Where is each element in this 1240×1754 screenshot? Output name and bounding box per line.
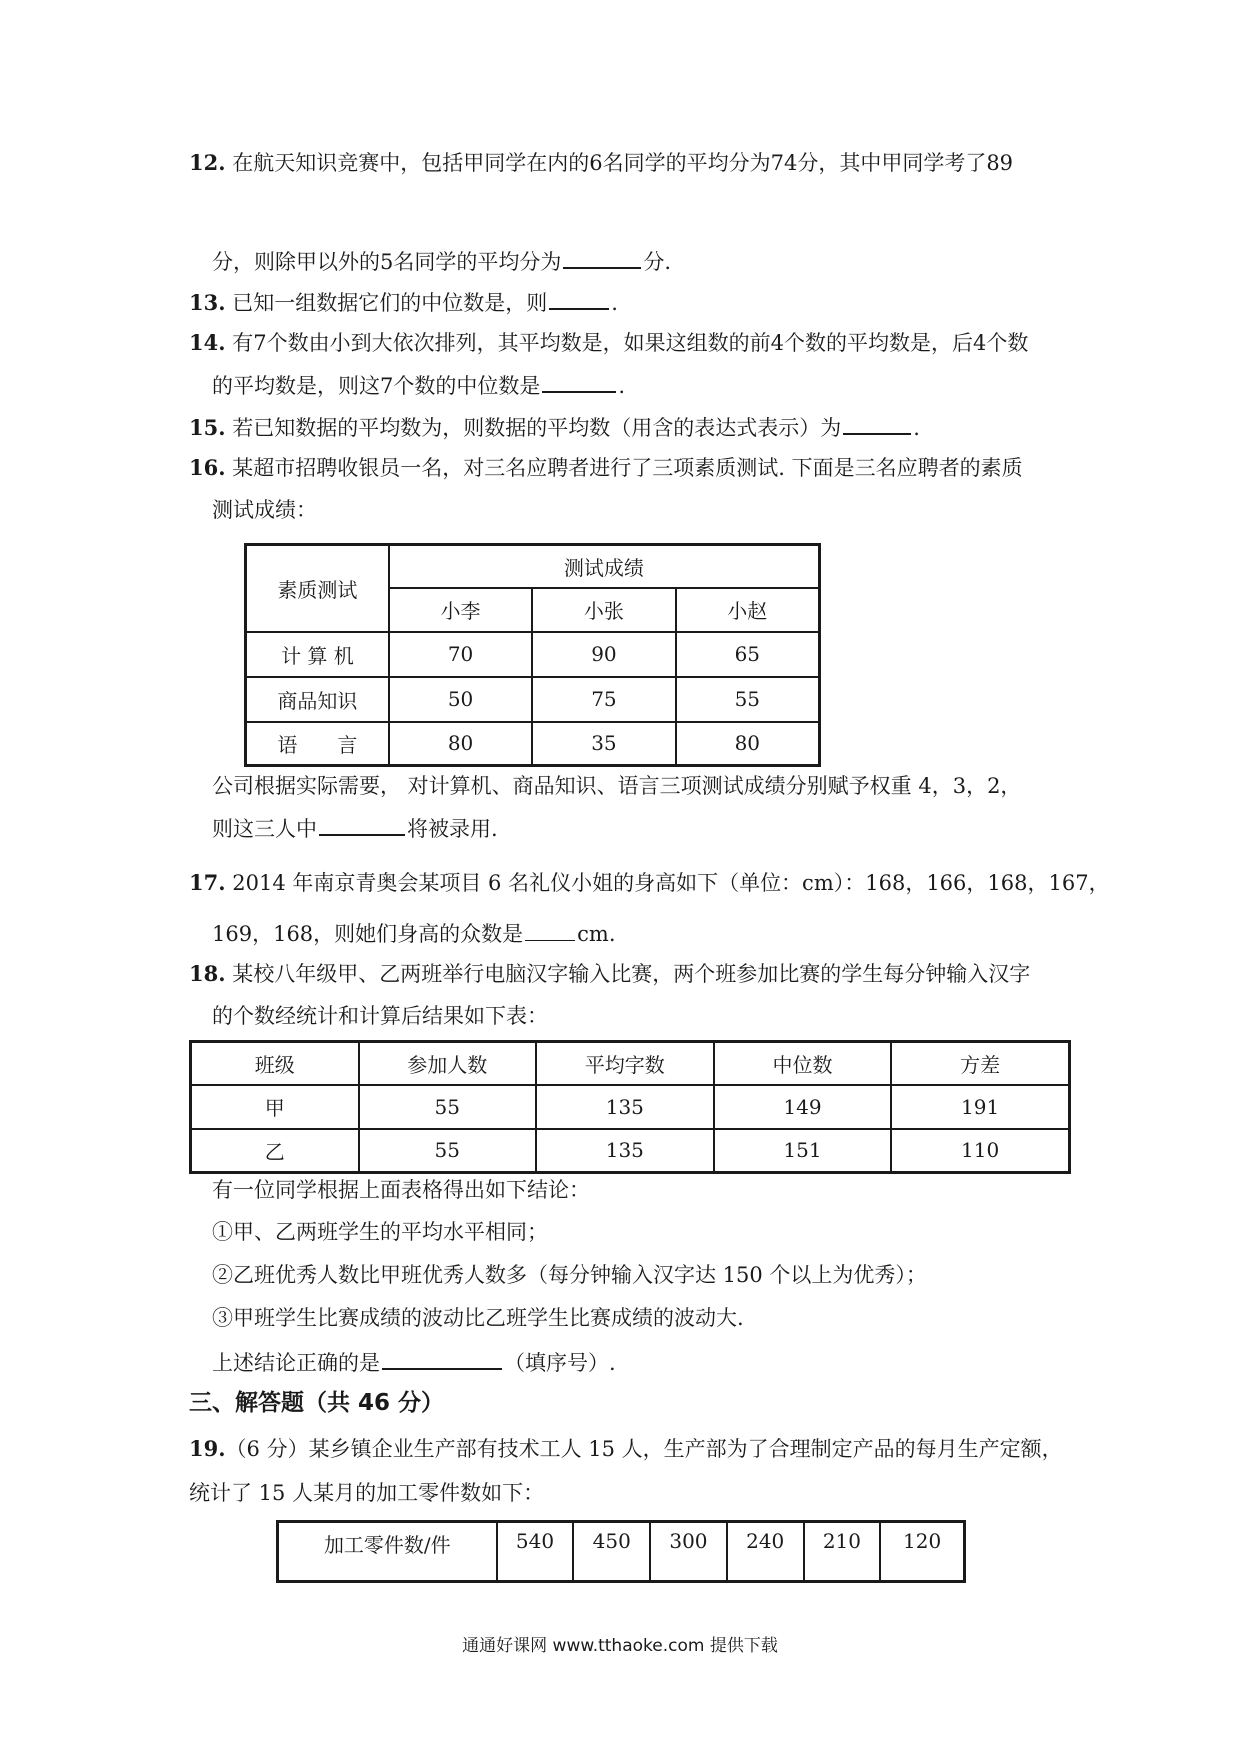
table-cell: 240 — [727, 1522, 804, 1582]
question-text: 已知一组数据它们的中位数是，则 — [232, 291, 548, 315]
group-header: 测试成绩 — [389, 545, 820, 588]
question-number: 16. — [189, 455, 226, 480]
q18-conclusion-1 — [212, 1217, 548, 1247]
q12-line2 — [212, 245, 671, 277]
answer-blank[interactable] — [563, 245, 641, 269]
question-text: 上述结论正确的是 — [212, 1351, 380, 1375]
question-text: 统计了 15 人某月的加工零件数如下： — [189, 1481, 545, 1505]
table-header-row — [191, 1042, 1070, 1085]
q13-line — [189, 286, 618, 318]
q18-conclusion-2 — [212, 1260, 927, 1290]
question-number: 14. — [189, 330, 226, 355]
table-cell: 540 — [497, 1522, 574, 1582]
row-label: 加工零件数/件 — [278, 1522, 497, 1582]
question-text: 将被录用. — [407, 817, 498, 841]
table-cell: 甲 — [191, 1085, 359, 1129]
question-text: （6 分）某乡镇企业生产部有技术工人 15 人，生产部为了合理制定产品的每月生产定额， — [225, 1437, 1063, 1461]
q14-line1 — [189, 328, 1028, 358]
question-text: 169，168，则她们身高的众数是 — [212, 922, 524, 946]
q18-conclusion-intro — [212, 1175, 590, 1205]
footer-credit: 通通好课网 www.tthaoke.com 提供下载 — [462, 1636, 778, 1656]
test-score-table — [244, 543, 821, 767]
table-cell: 120 — [880, 1522, 964, 1582]
column-header: 中位数 — [714, 1042, 892, 1085]
table-cell: 300 — [650, 1522, 727, 1582]
q18-conclusion-3 — [212, 1303, 744, 1333]
table-cell: 80 — [389, 722, 532, 766]
table-corner-header: 素质测试 — [246, 545, 389, 632]
question-text: （填序号）. — [504, 1351, 616, 1375]
period: . — [611, 291, 618, 315]
question-number: 18. — [189, 961, 226, 986]
q19-line2 — [189, 1478, 544, 1508]
q14-line2 — [212, 369, 625, 401]
question-text: cm. — [577, 922, 616, 946]
q17-line1 — [189, 868, 1110, 898]
table-cell: 149 — [714, 1085, 892, 1129]
parts-count-table — [276, 1520, 966, 1583]
table-cell: 乙 — [191, 1129, 359, 1173]
q17-line2 — [212, 918, 616, 949]
question-number: 15. — [189, 415, 226, 440]
row-label: 计 算 机 — [246, 632, 389, 677]
question-number: 12. — [189, 150, 226, 175]
class-stats-table — [189, 1040, 1071, 1174]
question-text: 的个数经统计和计算后结果如下表： — [212, 1004, 548, 1028]
table-cell: 75 — [532, 677, 675, 722]
column-header: 小张 — [532, 588, 675, 632]
q18-answer — [212, 1346, 616, 1378]
table-row — [246, 722, 820, 766]
question-text: 在航天知识竞赛中，包括甲同学在内的6名同学的平均分为74分，其中甲同学考了89 — [232, 151, 1014, 175]
table-cell: 135 — [536, 1129, 714, 1173]
answer-blank[interactable] — [382, 1346, 502, 1370]
table-cell: 35 — [532, 722, 675, 766]
question-text: 某超市招聘收银员一名，对三名应聘者进行了三项素质测试. 下面是三名应聘者的素质 — [232, 456, 1023, 480]
table-row — [246, 677, 820, 722]
table-row — [191, 1085, 1070, 1129]
question-text: 则这三人中 — [212, 817, 317, 841]
question-number: 17. — [189, 870, 226, 895]
column-header: 小赵 — [676, 588, 820, 632]
question-text: 分，则除甲以外的5名同学的平均分为 — [212, 250, 562, 274]
question-text: 有一位同学根据上面表格得出如下结论： — [212, 1178, 590, 1202]
answer-blank[interactable] — [549, 286, 609, 310]
question-text: 若已知数据的平均数为，则数据的平均数（用含的表达式表示）为 — [232, 416, 842, 440]
row-label: 商品知识 — [246, 677, 389, 722]
q18-line2 — [212, 1001, 548, 1031]
answer-blank[interactable] — [542, 369, 616, 393]
q16-after2 — [212, 812, 498, 844]
table-cell: 50 — [389, 677, 532, 722]
table-cell: 70 — [389, 632, 532, 677]
question-text: 某校八年级甲、乙两班举行电脑汉字输入比赛，两个班参加比赛的学生每分钟输入汉字 — [232, 962, 1031, 986]
table-row — [191, 1129, 1070, 1173]
table-cell: 55 — [676, 677, 820, 722]
column-header: 参加人数 — [359, 1042, 536, 1085]
q18-line1 — [189, 959, 1030, 989]
row-label: 语 言 — [246, 722, 389, 766]
q16-line1 — [189, 453, 1023, 483]
question-text: 公司根据实际需要， 对计算机、商品知识、语言三项测试成绩分别赋予权重 4，3，2， — [212, 774, 1022, 798]
question-number: 19. — [189, 1436, 226, 1461]
q16-line2 — [212, 495, 317, 525]
question-text: ③甲班学生比赛成绩的波动比乙班学生比赛成绩的波动大. — [212, 1306, 744, 1330]
table-cell: 55 — [359, 1129, 536, 1173]
question-text: 测试成绩： — [212, 498, 317, 522]
question-text: 2014 年南京青奥会某项目 6 名礼仪小姐的身高如下（单位：cm）：168，166，168，167， — [232, 871, 1110, 895]
table-cell: 80 — [676, 722, 820, 766]
answer-blank[interactable] — [319, 812, 405, 836]
table-cell: 191 — [891, 1085, 1069, 1129]
question-text: ①甲、乙两班学生的平均水平相同； — [212, 1220, 548, 1244]
column-header: 方差 — [891, 1042, 1069, 1085]
period: . — [618, 374, 626, 398]
column-header: 平均字数 — [536, 1042, 714, 1085]
q16-after1 — [212, 771, 1021, 801]
question-number: 13. — [189, 290, 226, 315]
table-cell: 110 — [891, 1129, 1069, 1173]
table-row — [278, 1522, 965, 1582]
question-text: ②乙班优秀人数比甲班优秀人数多（每分钟输入汉字达 150 个以上为优秀）； — [212, 1263, 927, 1287]
answer-blank[interactable] — [525, 918, 575, 941]
period: . — [913, 416, 920, 440]
section-heading: 三、解答题（共 46 分） — [189, 1390, 445, 1416]
q19-line1 — [189, 1434, 1063, 1464]
table-cell: 90 — [532, 632, 675, 677]
table-row — [246, 632, 820, 677]
question-text: 分. — [643, 250, 672, 274]
table-cell: 65 — [676, 632, 820, 677]
question-text: 的平均数是，则这7个数的中位数是 — [212, 374, 541, 398]
question-text: 有7个数由小到大依次排列，其平均数是，如果这组数的前4个数的平均数是，后4个数 — [232, 331, 1029, 355]
q15-line — [189, 411, 920, 443]
table-cell: 135 — [536, 1085, 714, 1129]
table-cell: 210 — [804, 1522, 881, 1582]
q12-line1 — [189, 148, 1013, 178]
table-cell: 450 — [573, 1522, 650, 1582]
column-header: 小李 — [389, 588, 532, 632]
column-header: 班级 — [191, 1042, 359, 1085]
table-cell: 151 — [714, 1129, 892, 1173]
answer-blank[interactable] — [843, 411, 911, 435]
table-cell: 55 — [359, 1085, 536, 1129]
